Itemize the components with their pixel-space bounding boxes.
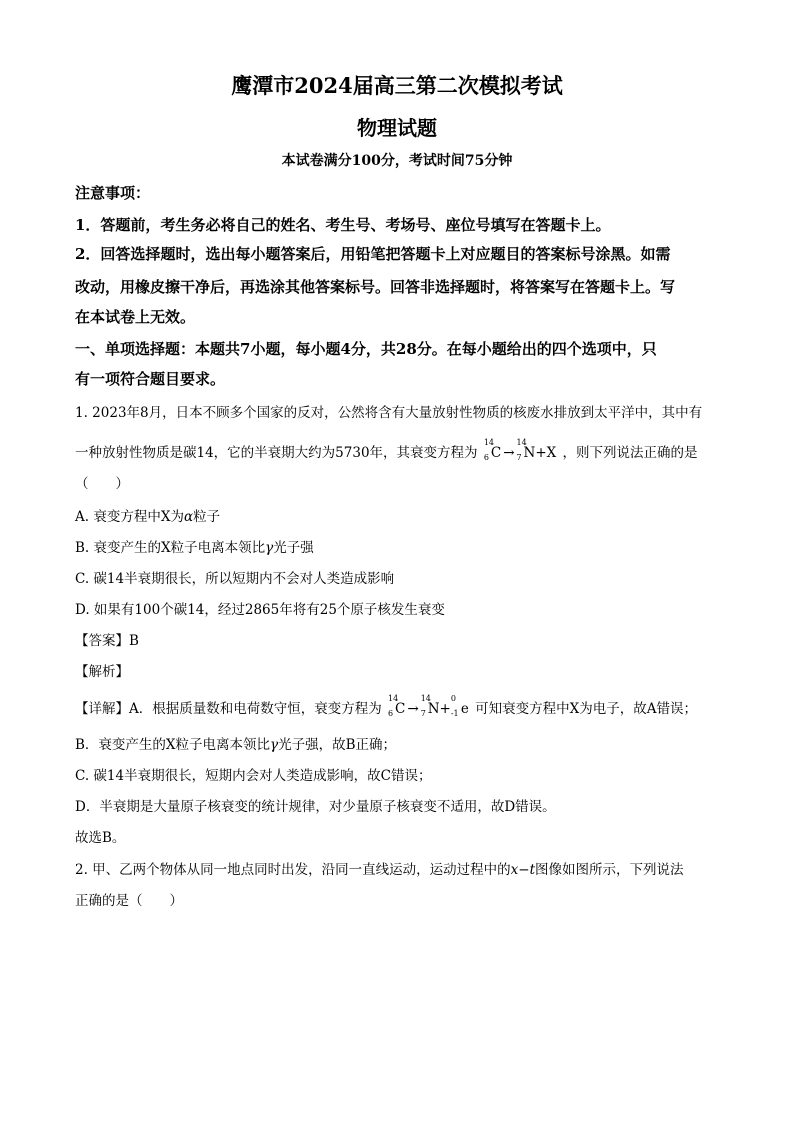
q1-answer: 【答案】B (75, 633, 139, 649)
nitrogen-nuclide: 14 7 N+X (516, 438, 557, 462)
q1-detail-c: C. 碳14半衰期很长，短期内会对人类造成影响，故C错误； (75, 768, 432, 784)
q1-detail-a: 【详解】A．根据质量数和电荷数守恒，衰变方程为 14 6 C → 14 7 N+ 0 -1 e 可知衰变方程中X为电子，故A错误； (75, 694, 697, 718)
q1-option-a: A. 衰变方程中X为α粒子 (75, 509, 221, 525)
note-item-1: 1．答题前，考生务必将自己的姓名、考生号、考场号、座位号填写在答题卡上。 (75, 216, 611, 234)
q1-answer-paren: （ ） (75, 476, 129, 492)
q1-option-b: B. 衰变产生的X粒子电离本领比γ光子强 (75, 540, 314, 556)
q1-conclusion: 故选B。 (75, 830, 126, 846)
note-item-2-line-1: 2．回答选择题时，选出每小题答案后，用铅笔把答题卡上对应题目的答案标号涂黑。如需 (75, 245, 671, 263)
arrow-symbol: → (503, 445, 515, 461)
xt-math: x−t (510, 862, 536, 878)
section-heading-line-2: 有一项符合题目要求。 (75, 370, 226, 388)
q1-analysis-label: 【解析】 (75, 664, 129, 680)
subject-title: 物理试题 (357, 116, 437, 140)
gamma-symbol: γ (270, 737, 279, 753)
q1-detail-b: B．衰变产生的X粒子电离本领比γ光子强，故B正确； (75, 737, 397, 753)
q1-stem-line-2 (75, 438, 698, 462)
q2-stem-line-2: 正确的是（ ） (75, 893, 183, 909)
exam-title: 鹰潭市2024届高三第二次模拟考试 (231, 73, 563, 98)
carbon-nuclide: 14 6 C (483, 438, 502, 462)
q1-stem-line-1: 1. 2023年8月，日本不顾多个国家的反对，公然将含有大量放射性物质的核废水排放到太平洋中，其中有 (75, 405, 703, 421)
note-item-2-line-3: 在本试卷上无效。 (75, 308, 196, 326)
note-item-2-line-2: 改动，用橡皮擦干净后，再选涂其他答案标号。回答非选择题时，将答案写在答题卡上。写 (75, 278, 676, 296)
q1-detail-d: D．半衰期是大量原子核衰变的统计规律，对少量原子核衰变不适用，故D错误。 (75, 799, 556, 815)
gamma-symbol: γ (265, 540, 274, 556)
exam-info: 本试卷满分100分，考试时间75分钟 (281, 153, 513, 169)
decay-equation (483, 438, 557, 462)
q2-stem-line-1: 2. 甲、乙两个物体从同一地点同时出发，沿同一直线运动，运动过程中的x−t图像如图所示，下列说法 (75, 862, 684, 878)
q1-option-d: D. 如果有100个碳14，经过2865年将有25个原子核发生衰变 (75, 602, 445, 618)
q1-option-c: C. 碳14半衰期很长，所以短期内不会对人类造成影响 (75, 571, 395, 587)
q1-stem-text-b: ，则下列说法正确的是 (562, 445, 698, 461)
electron-nuclide: 0 -1 e (450, 694, 469, 718)
alpha-symbol: α (183, 509, 194, 525)
notes-heading: 注意事项： (75, 184, 151, 202)
decay-equation-full: 14 6 C → 14 7 N+ 0 -1 e (388, 694, 469, 718)
section-heading-line-1: 一、单项选择题：本题共7小题，每小题4分，共28分。在每小题给出的四个选项中，只 (75, 340, 657, 358)
q1-stem-text-a: 一种放射性物质是碳14，它的半衰期大约为5730年，其衰变方程为 (75, 445, 478, 461)
